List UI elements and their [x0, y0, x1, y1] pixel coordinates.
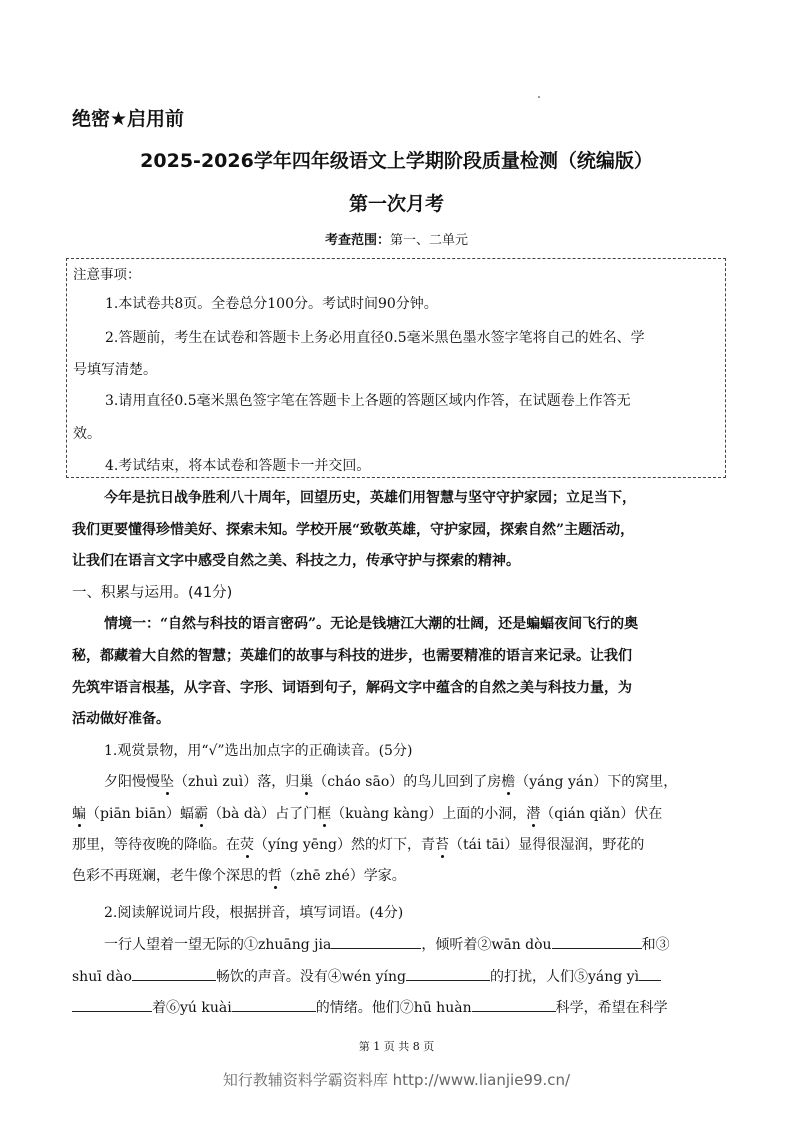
context-line-2: 秘，都藏着大自然的智慧；英雄们的故事与科技的进步，也需要精准的语言来记录。让我们: [72, 648, 632, 664]
confidential-label: 绝密★启用前: [72, 108, 185, 130]
dotted-char: 蝙: [72, 806, 86, 822]
q2-line-3: 着⑥yú kuài 的情绪。他们⑦hū huàn 科学，希望在科学: [72, 997, 668, 1017]
context-line-4: 活动做好准备。: [72, 711, 170, 727]
dotted-char: 苔: [435, 837, 449, 853]
q1-line-4: 色彩不再斑斓，老牛像个深思的哲（zhē zhé）学家。: [72, 868, 406, 884]
notice-item-2-cont: 号填写清楚。: [73, 362, 157, 378]
intro-line-3: 让我们在语言文字中感受自然之美、科技之力，传承守护与探索的精神。: [72, 553, 520, 569]
answer-blank-5[interactable]: [639, 966, 661, 981]
notice-item-3-cont: 效。: [73, 426, 101, 442]
answer-blank-5-cont[interactable]: [72, 997, 152, 1012]
exam-scope: [0, 229, 793, 248]
dotted-char: 霸: [194, 806, 209, 822]
answer-blank-3[interactable]: [132, 966, 216, 981]
notice-item-2: 2.答题前，考生在试卷和答题卡上务必用直径0.5毫米黑色墨水签字笔将自己的姓名、学: [105, 330, 645, 346]
notice-item-4: 4.考试结束，将本试卷和答题卡一并交回。: [105, 458, 371, 474]
answer-blank-6[interactable]: [232, 997, 316, 1012]
dotted-char: 哲: [268, 868, 282, 884]
q1-stem: 1.观赏景物，用“√”选出加点字的正确读音。(5分): [104, 743, 413, 759]
q2-stem: 2.阅读解说词片段，根据拼音，填写词语。(4分): [104, 905, 404, 921]
dotted-char: 巢: [299, 774, 314, 790]
answer-blank-2[interactable]: [552, 934, 642, 949]
scope-value: 第一、二单元: [390, 233, 469, 248]
exam-title: 2025-2026学年四年级语文上学期阶段质量检测（统编版）: [140, 150, 653, 172]
answer-blank-4[interactable]: [406, 966, 490, 981]
dotted-char: 坠: [160, 774, 174, 790]
scope-label: 考查范围：: [324, 233, 390, 248]
section-heading: 一、积累与运用。(41分): [72, 585, 233, 601]
scan-dot: [538, 96, 540, 98]
notice-box: [66, 258, 726, 478]
dotted-char: 檐: [501, 774, 516, 790]
q2-line-2: shuī dào 畅饮的声音。没有④wén yíng 的打扰，人们⑤yáng yì: [72, 966, 661, 986]
exam-subtitle: 第一次月考: [348, 193, 444, 215]
context-line-3: 先筑牢语言根基，从字音、字形、词语到句子，解码文字中蕴含的自然之美与科技力量，为: [72, 680, 632, 696]
q1-line-3: 那里，等待夜晚的降临。在荧（yíng yēng）然的灯下，青苔（tái tāi）显得很湿润，野花的: [72, 837, 645, 853]
notice-item-1: 1.本试卷共8页。全卷总分100分。考试时间90分钟。: [105, 296, 438, 312]
notice-item-3: 3.请用直径0.5毫米黑色签字笔在答题卡上各题的答题区域内作答，在试题卷上作答无: [105, 393, 631, 409]
q1-line-2: 蝙（piān biān）蝠霸（bà dà）占了门框（kuàng kàng）上面的小洞，潜（qián qiǎn）伏在: [72, 806, 663, 822]
dotted-char: 潜: [526, 806, 541, 822]
context-line-1: 情境一：“自然与科技的语言密码”。无论是钱塘江大潮的壮阔，还是蝙蝠夜间飞行的奥: [104, 616, 639, 632]
q1-line-1: 夕阳慢慢坠（zhuì zuì）落，归巢（cháo sāo）的鸟儿回到了房檐（yáng yán）下的窝里，: [104, 774, 678, 790]
answer-blank-7[interactable]: [472, 997, 556, 1012]
notice-title: 注意事项：: [73, 267, 141, 283]
intro-line-1: 今年是抗日战争胜利八十周年，回望历史，英雄们用智慧与坚守守护家园；立足当下，: [104, 490, 636, 506]
page-number: 第 1 页 共 8 页: [358, 1040, 435, 1053]
dotted-char: 荧: [240, 837, 254, 853]
q2-line-1: 一行人望着一望无际的①zhuāng jia ，倾听着②wān dòu 和③: [104, 934, 670, 954]
dotted-char: 框: [317, 806, 332, 822]
watermark-link[interactable]: 知行教辅资料学霸资料库 http://www.lianjie99.cn/: [222, 1071, 571, 1089]
answer-blank-1[interactable]: [331, 934, 421, 949]
intro-line-2: 我们更要懂得珍惜美好、探索未知。学校开展“致敬英雄，守护家园，探索自然”主题活动，: [72, 522, 635, 538]
